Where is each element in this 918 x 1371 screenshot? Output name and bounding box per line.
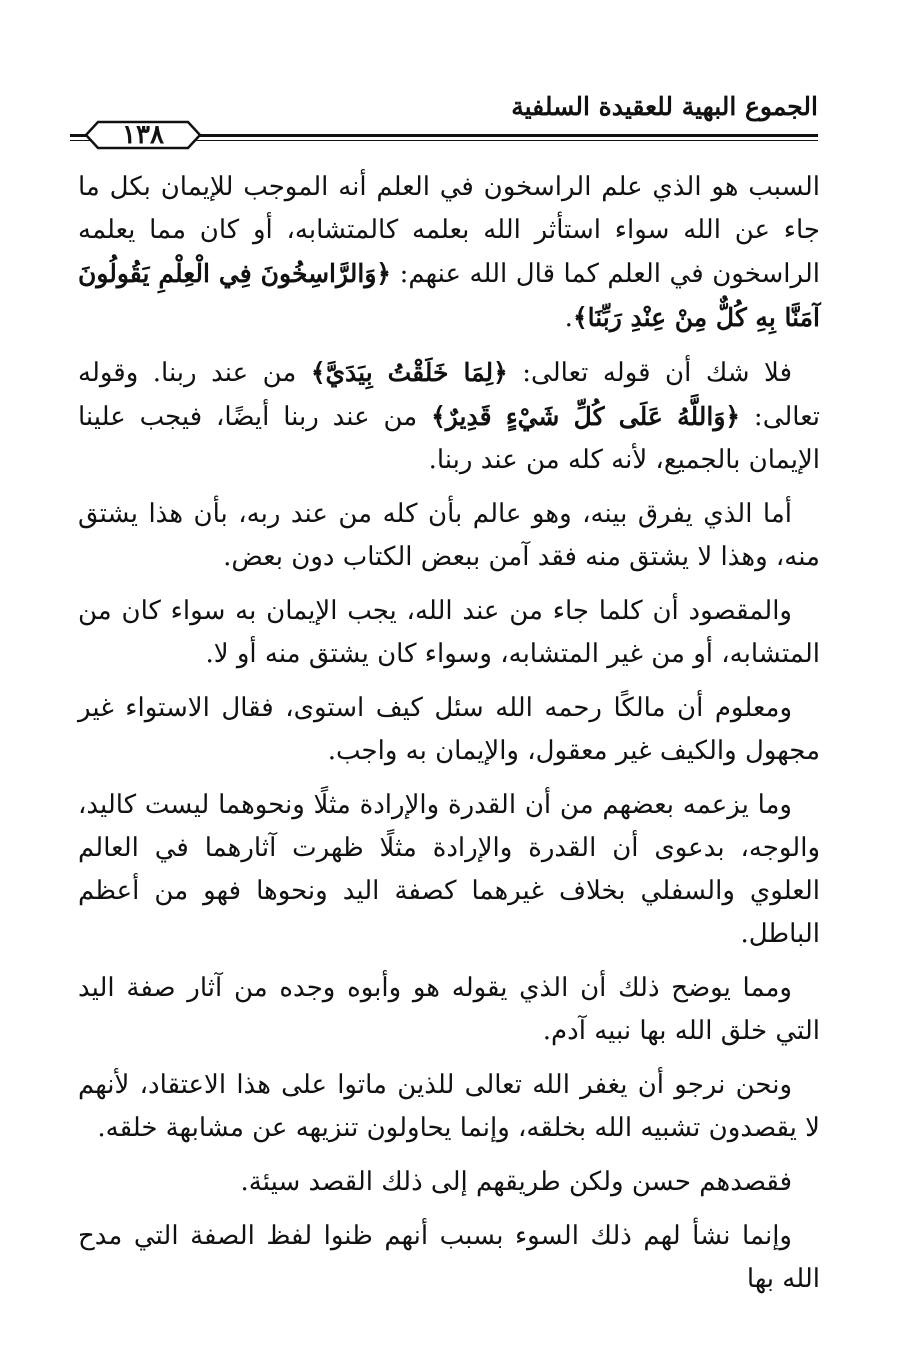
- paragraph-4: والمقصود أن كلما جاء من عند الله، يجب الإيمان به سواء كان من المتشابه، أو من غير المتشابه، وسواء كان يشتق منه أو لا.: [78, 596, 820, 669]
- page-header: [70, 88, 818, 148]
- paragraph-2-text-a: فلا شك أن قوله تعالى:: [507, 358, 793, 388]
- paragraph-10: وإنما نشأ لهم ذلك السوء بسبب أنهم ظنوا لفظ الصفة التي مدح الله بها: [78, 1221, 820, 1294]
- page-number-badge: [84, 118, 202, 152]
- paragraph-7: ومما يوضح ذلك أن الذي يقوله هو وأبوه وجده من آثار صفة اليد التي خلق الله بها نبيه آدم.: [78, 973, 820, 1046]
- paragraph-2-text-b: من عند ربنا. وقوله تعالى:: [78, 358, 820, 432]
- paragraph-8: ونحن نرجو أن يغفر الله تعالى للذين ماتوا على هذا الاعتقاد، لأنهم لا يقصدون تشبيه الله بخلقه، وإنما يحاولون تنزيهه عن مشابهة خلقه.: [78, 1070, 820, 1143]
- paragraph-2-text-c: من عند ربنا أيضًا، فيجب علينا الإيمان بالجميع، لأنه كله من عند ربنا.: [78, 402, 820, 475]
- paragraph-1-text: السبب هو الذي علم الراسخون في العلم أنه الموجب للإيمان بكل ما جاء عن الله سواء استأثر الله بعلمه كالمتشابه، أو كان مما يعلمه الراسخون في العلم كما قال الله عنهم:: [78, 172, 820, 289]
- quran-verse-2: ﴿لِمَا خَلَقْتُ بِيَدَيَّ﴾: [310, 358, 508, 387]
- paragraph-9: فقصدهم حسن ولكن طريقهم إلى ذلك القصد سيئة.: [240, 1167, 792, 1197]
- paragraph-6: وما يزعمه بعضهم من أن القدرة والإرادة مثلًا ونحوهما ليست كاليد، والوجه، بدعوى أن القدرة والإرادة مثلًا ظهرت آثارهما في العالم العلوي والسفلي بخلاف غيرهما كصفة اليد ونحوها فهو من أعظم الباطل.: [78, 790, 820, 949]
- paragraph-5: ومعلوم أن مالكًا رحمه الله سئل كيف استوى، فقال الاستواء غير مجهول والكيف غير معقول، والإيمان به واجب.: [78, 693, 820, 766]
- paragraph-1: [78, 166, 820, 340]
- quran-verse-3: ﴿وَاللَّهُ عَلَى كُلِّ شَيْءٍ قَدِيرٌ﴾: [431, 402, 741, 431]
- page-number: ١٣٨: [122, 120, 164, 150]
- running-title: الجموع البهية للعقيدة السلفية: [511, 92, 818, 121]
- paragraph-3: أما الذي يفرق بينه، وهو عالم بأن كله من عند ربه، بأن هذا يشتق منه، وهذا لا يشتق منه فقد آمن ببعض الكتاب دون بعض.: [78, 499, 820, 572]
- page-body: [78, 166, 820, 1312]
- paragraph-2: [78, 351, 820, 482]
- paragraph-1-end: .: [564, 303, 573, 333]
- quran-verse-1: ﴿وَالرَّاسِخُونَ فِي الْعِلْمِ يَقُولُونَ آمَنَّا بِهِ كُلٌّ مِنْ عِنْدِ رَبِّنَا﴾: [78, 259, 820, 332]
